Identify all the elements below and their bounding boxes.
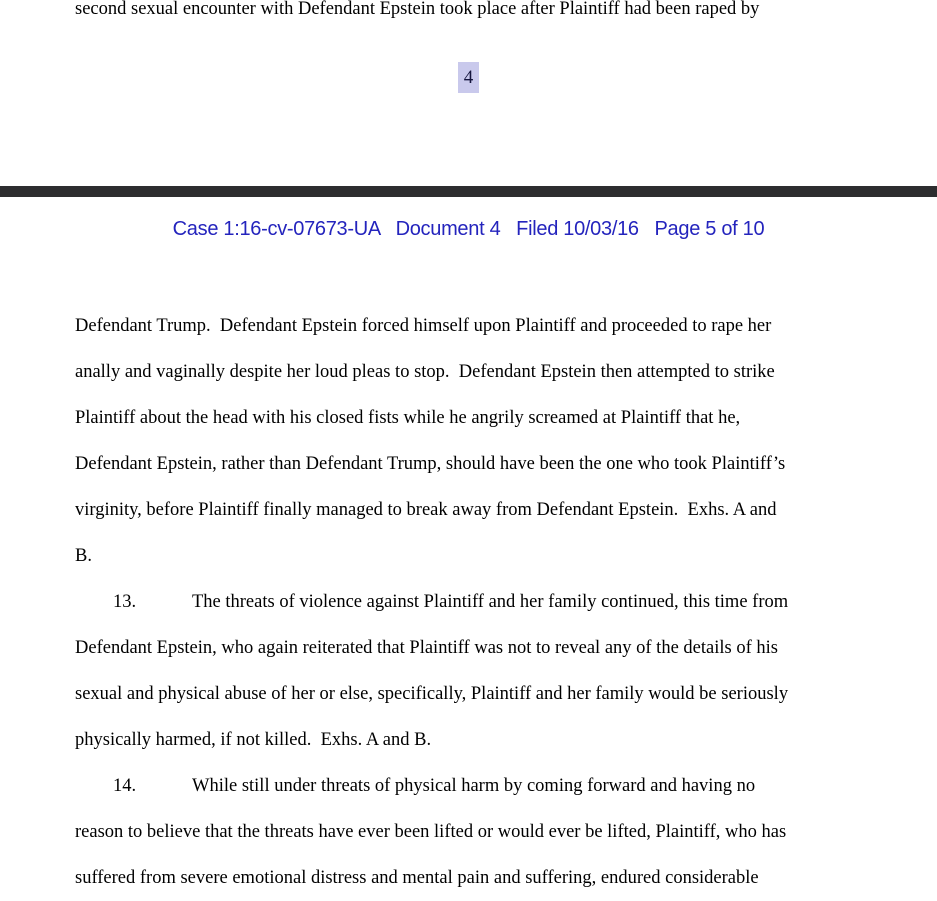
page-number-row <box>0 62 937 93</box>
page-separator <box>0 186 937 197</box>
body-line <box>75 671 885 717</box>
body-line-text: Defendant Epstein, rather than Defendant Trump, should have been the one who took Plaintiff’s <box>75 454 786 474</box>
body-line-text: Plaintiff about the head with his closed fists while he angrily screamed at Plaintiff that he, <box>75 408 741 428</box>
body-line-text: The threats of violence against Plaintiff and her family continued, this time from <box>192 592 789 612</box>
body-line <box>75 441 885 487</box>
body-line <box>75 533 885 579</box>
body-line <box>75 855 885 901</box>
body-line <box>75 625 885 671</box>
case-stamp: Case 1:16-cv-07673-UA Document 4 Filed 10/03/16 Page 5 of 10 <box>172 218 765 240</box>
body-line <box>75 303 885 349</box>
body-line <box>75 579 885 625</box>
body-line <box>75 395 885 441</box>
body-line-text: suffered from severe emotional distress and mental pain and suffering, endured considerable <box>75 868 759 888</box>
body-line-text: anally and vaginally despite her loud pleas to stop. Defendant Epstein then attempted to strike <box>75 362 775 382</box>
page-number[interactable]: 4 <box>458 62 480 93</box>
paragraph-number: 13. <box>113 592 137 612</box>
body-line-text: reason to believe that the threats have ever been lifted or would ever be lifted, Plaintiff, who has <box>75 822 787 842</box>
body-line-text: While still under threats of physical harm by coming forward and having no <box>192 776 756 796</box>
body-line <box>75 763 885 809</box>
body-line-text: physically harmed, if not killed. Exhs. A and B. <box>75 730 432 750</box>
prev-page-last-line: second sexual encounter with Defendant Epstein took place after Plaintiff had been raped by <box>75 0 760 19</box>
body-line <box>75 487 885 533</box>
body-line <box>75 809 885 855</box>
paragraph-number: 14. <box>113 776 137 796</box>
body-line-text: sexual and physical abuse of her or else, specifically, Plaintiff and her family would be seriously <box>75 684 789 704</box>
body-line-text: B. <box>75 546 92 566</box>
body-line <box>75 349 885 395</box>
body-line-text: virginity, before Plaintiff finally managed to break away from Defendant Epstein. Exhs. A and <box>75 500 777 520</box>
body-line-text: Defendant Trump. Defendant Epstein forced himself upon Plaintiff and proceeded to rape her <box>75 316 772 336</box>
body-line <box>75 717 885 763</box>
body-text <box>75 303 885 901</box>
body-line-text: Defendant Epstein, who again reiterated that Plaintiff was not to reveal any of the details of his <box>75 638 778 658</box>
